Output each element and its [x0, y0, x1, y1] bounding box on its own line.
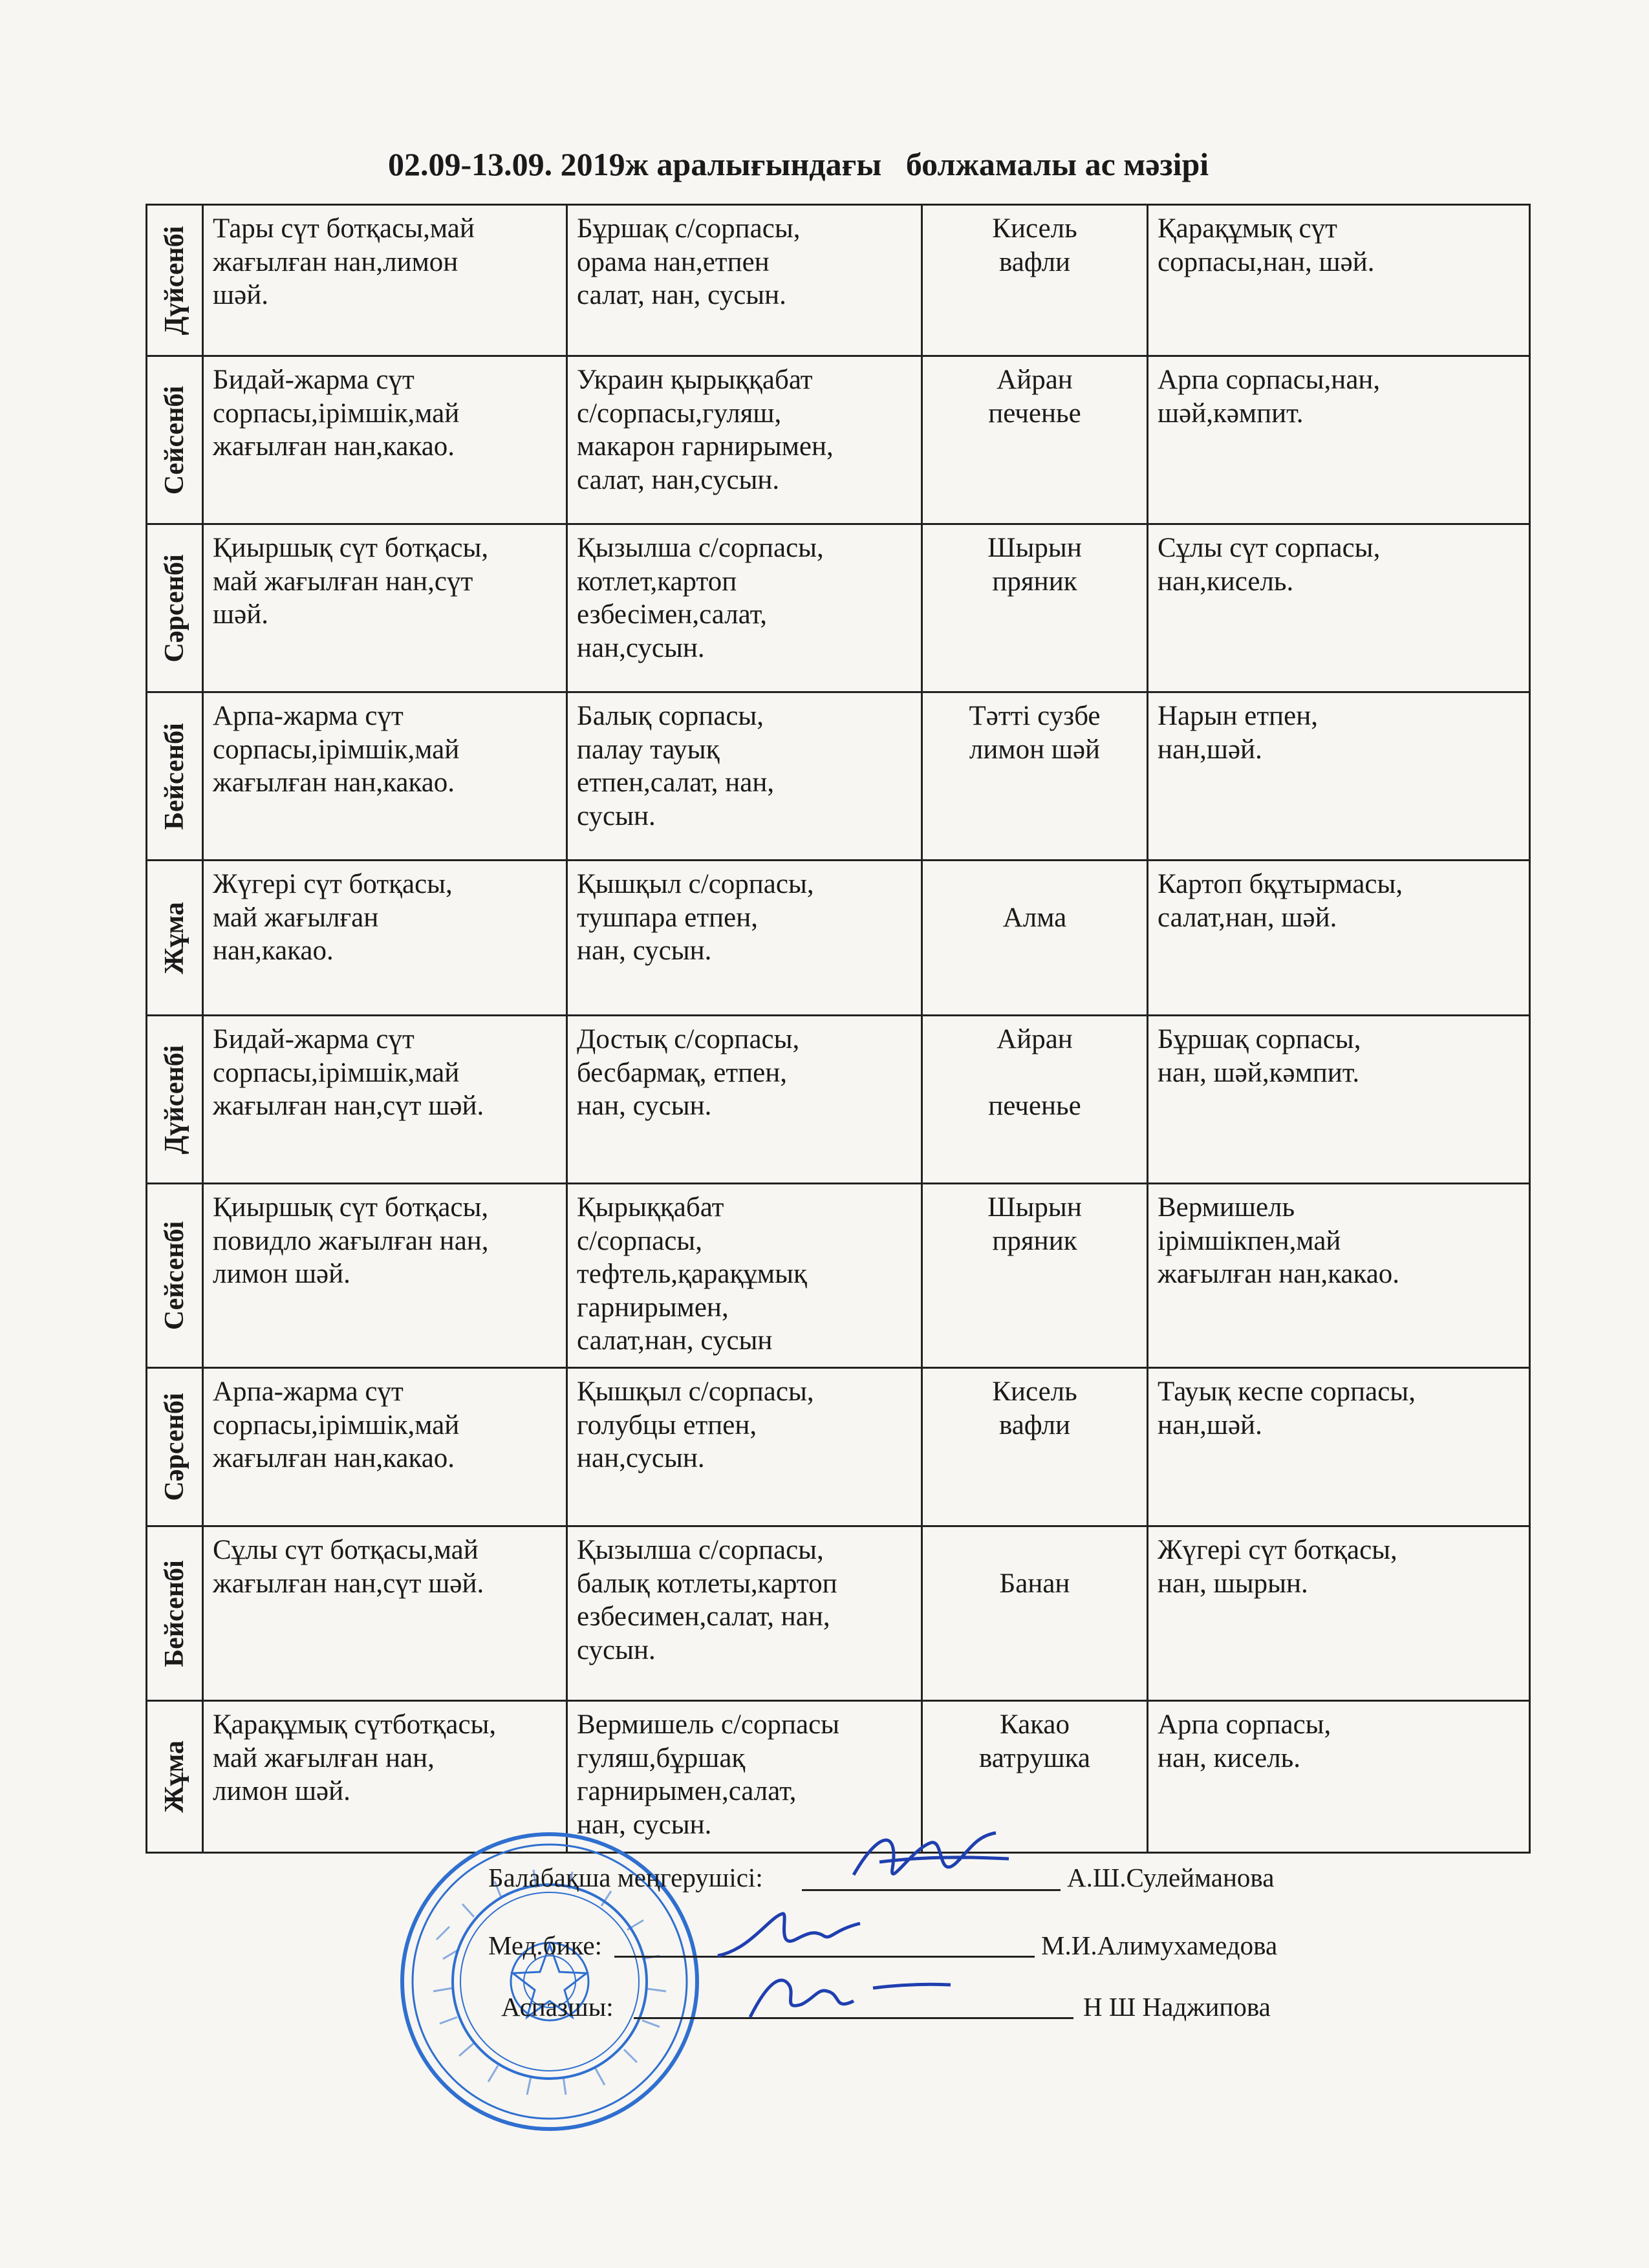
day-label: Дүйсенбі — [159, 1045, 189, 1154]
lunch-cell: Балық сорпасы, палау тауық етпен,салат, нан, сусын. — [577, 701, 775, 831]
day-label: Сейсенбі — [159, 385, 189, 495]
dinner-cell: Сұлы сүт сорпасы, нан,кисель. — [1158, 533, 1381, 597]
snack-cell: Айран печенье — [988, 1024, 1081, 1122]
day-label: Жұма — [159, 1740, 189, 1813]
dinner-cell: Картоп бқұтырмасы, салат,нан, шәй. — [1158, 869, 1403, 933]
dinner-cell: Бұршақ сорпасы, нан, шәй,кәмпит. — [1158, 1024, 1361, 1088]
lunch-cell: Қышқыл с/сорпасы, голубцы етпен, нан,сусын. — [577, 1376, 814, 1474]
day-label: Бейсенбі — [159, 722, 189, 830]
menu-table — [146, 204, 1531, 1854]
breakfast-cell: Қарақұмық сүтботқасы, май жағылған нан, лимон шәй. — [213, 1709, 497, 1807]
day-cell — [147, 1526, 203, 1701]
table-row — [147, 861, 1530, 1016]
breakfast-cell: Бидай-жарма сүт сорпасы,ірімшік,май жағылған нан,какао. — [213, 365, 460, 462]
lunch-cell: Достық с/сорпасы, бесбармақ, етпен, нан, сусын. — [577, 1024, 800, 1122]
snack-cell: Тәтті сузбе лимон шәй — [969, 701, 1101, 765]
day-cell — [147, 692, 203, 861]
snack-cell: Банан — [999, 1568, 1070, 1599]
table-row — [147, 524, 1530, 692]
day-label: Дүйсенбі — [159, 226, 189, 335]
lunch-cell: Қырыққабат с/сорпасы, тефтель,қарақұмық гарнирымен, салат,нан, сусын — [577, 1192, 807, 1356]
lunch-cell: Вермишель с/сорпасы гуляш,бұршақ гарнирымен,салат, нан, сусын. — [577, 1709, 840, 1840]
day-label: Сәрсенбі — [159, 1393, 189, 1501]
breakfast-cell: Арпа-жарма сүт сорпасы,ірімшік,май жағылған нан,какао. — [213, 1376, 460, 1474]
signature-name: А.Ш.Сулейманова — [1067, 1863, 1275, 1892]
table-row — [147, 1368, 1530, 1526]
signature-role: Балабақша меңгерушісі: — [488, 1863, 763, 1892]
dinner-cell: Тауық кеспе сорпасы, нан,шәй. — [1158, 1376, 1416, 1440]
lunch-cell: Қызылша с/сорпасы, балық котлеты,картоп езбесимен,салат, нан, сусын. — [577, 1535, 837, 1665]
day-label: Сәрсенбі — [159, 554, 189, 662]
snack-cell: Айран печенье — [988, 365, 1081, 429]
day-cell — [147, 356, 203, 524]
lunch-cell: Қышқыл с/сорпасы, тушпара етпен, нан, сусын. — [577, 869, 814, 967]
table-row — [147, 1526, 1530, 1701]
dinner-cell: Қарақұмық сүт сорпасы,нан, шәй. — [1158, 213, 1375, 277]
page-title: 02.09-13.09. 2019ж аралығындағы болжамалы ас мәзірі — [388, 146, 1209, 182]
snack-cell: Шырын пряник — [987, 1192, 1082, 1256]
dinner-cell: Нарын етпен, нан,шәй. — [1158, 701, 1319, 765]
table-row — [147, 356, 1530, 524]
signature-scribble-icon — [744, 1959, 964, 2030]
breakfast-cell: Қиыршық сүт ботқасы, май жағылған нан,сүт шәй. — [213, 533, 489, 630]
day-cell — [147, 1701, 203, 1853]
table-row — [147, 1701, 1530, 1853]
day-cell — [147, 1016, 203, 1184]
breakfast-cell: Сұлы сүт ботқасы,май жағылған нан,сүт шәй. — [213, 1535, 484, 1599]
snack-cell: Кисель вафли — [992, 1376, 1077, 1440]
dinner-cell: Арпа сорпасы,нан, шәй,кәмпит. — [1158, 365, 1381, 429]
signature-role: Аспазшы: — [501, 1992, 614, 2022]
snack-cell: Какао ватрушка — [979, 1709, 1090, 1773]
day-cell — [147, 524, 203, 692]
breakfast-cell: Бидай-жарма сүт сорпасы,ірімшік,май жағылған нан,сүт шәй. — [213, 1024, 484, 1122]
breakfast-cell: Тары сүт ботқасы,май жағылған нан,лимон шәй. — [213, 213, 475, 311]
day-label: Сейсенбі — [159, 1221, 189, 1331]
lunch-cell: Бұршақ с/сорпасы, орама нан,етпен салат, нан, сусын. — [577, 213, 801, 311]
day-cell — [147, 1184, 203, 1368]
snack-cell: Шырын пряник — [987, 533, 1082, 597]
signature-name: М.И.Алимухамедова — [1041, 1931, 1278, 1960]
day-label: Бейсенбі — [159, 1559, 189, 1667]
day-cell — [147, 861, 203, 1016]
table-row — [147, 205, 1530, 356]
dinner-cell: Арпа сорпасы, нан, кисель. — [1158, 1709, 1331, 1773]
dinner-cell: Жүгері сүт ботқасы, нан, шырын. — [1158, 1535, 1397, 1599]
day-label: Жұма — [159, 901, 189, 974]
signature-scribble-icon — [841, 1823, 1022, 1901]
table-row — [147, 1016, 1530, 1184]
day-cell — [147, 205, 203, 356]
dinner-cell: Вермишель ірімшікпен,май жағылған нан,какао. — [1158, 1192, 1400, 1290]
snack-cell: Кисель вафли — [992, 213, 1077, 277]
breakfast-cell: Қиыршық сүт ботқасы, повидло жағылған нан, лимон шәй. — [213, 1192, 489, 1290]
signature-role: Мед.бике: — [488, 1931, 602, 1960]
snack-cell: Алма — [1002, 902, 1067, 933]
lunch-cell: Украин қырыққабат с/сорпасы,гуляш, макарон гарнирымен, салат, нан,сусын. — [577, 365, 834, 495]
table-row — [147, 1184, 1530, 1368]
day-cell — [147, 1368, 203, 1526]
breakfast-cell: Жүгері сүт ботқасы, май жағылған нан,какао. — [213, 869, 453, 967]
signature-name: Н Ш Наджипова — [1083, 1992, 1271, 2022]
breakfast-cell: Арпа-жарма сүт сорпасы,ірімшік,май жағылған нан,какао. — [213, 701, 460, 798]
table-row — [147, 692, 1530, 861]
lunch-cell: Қызылша с/сорпасы, котлет,картоп езбесімен,салат, нан,сусын. — [577, 533, 824, 663]
